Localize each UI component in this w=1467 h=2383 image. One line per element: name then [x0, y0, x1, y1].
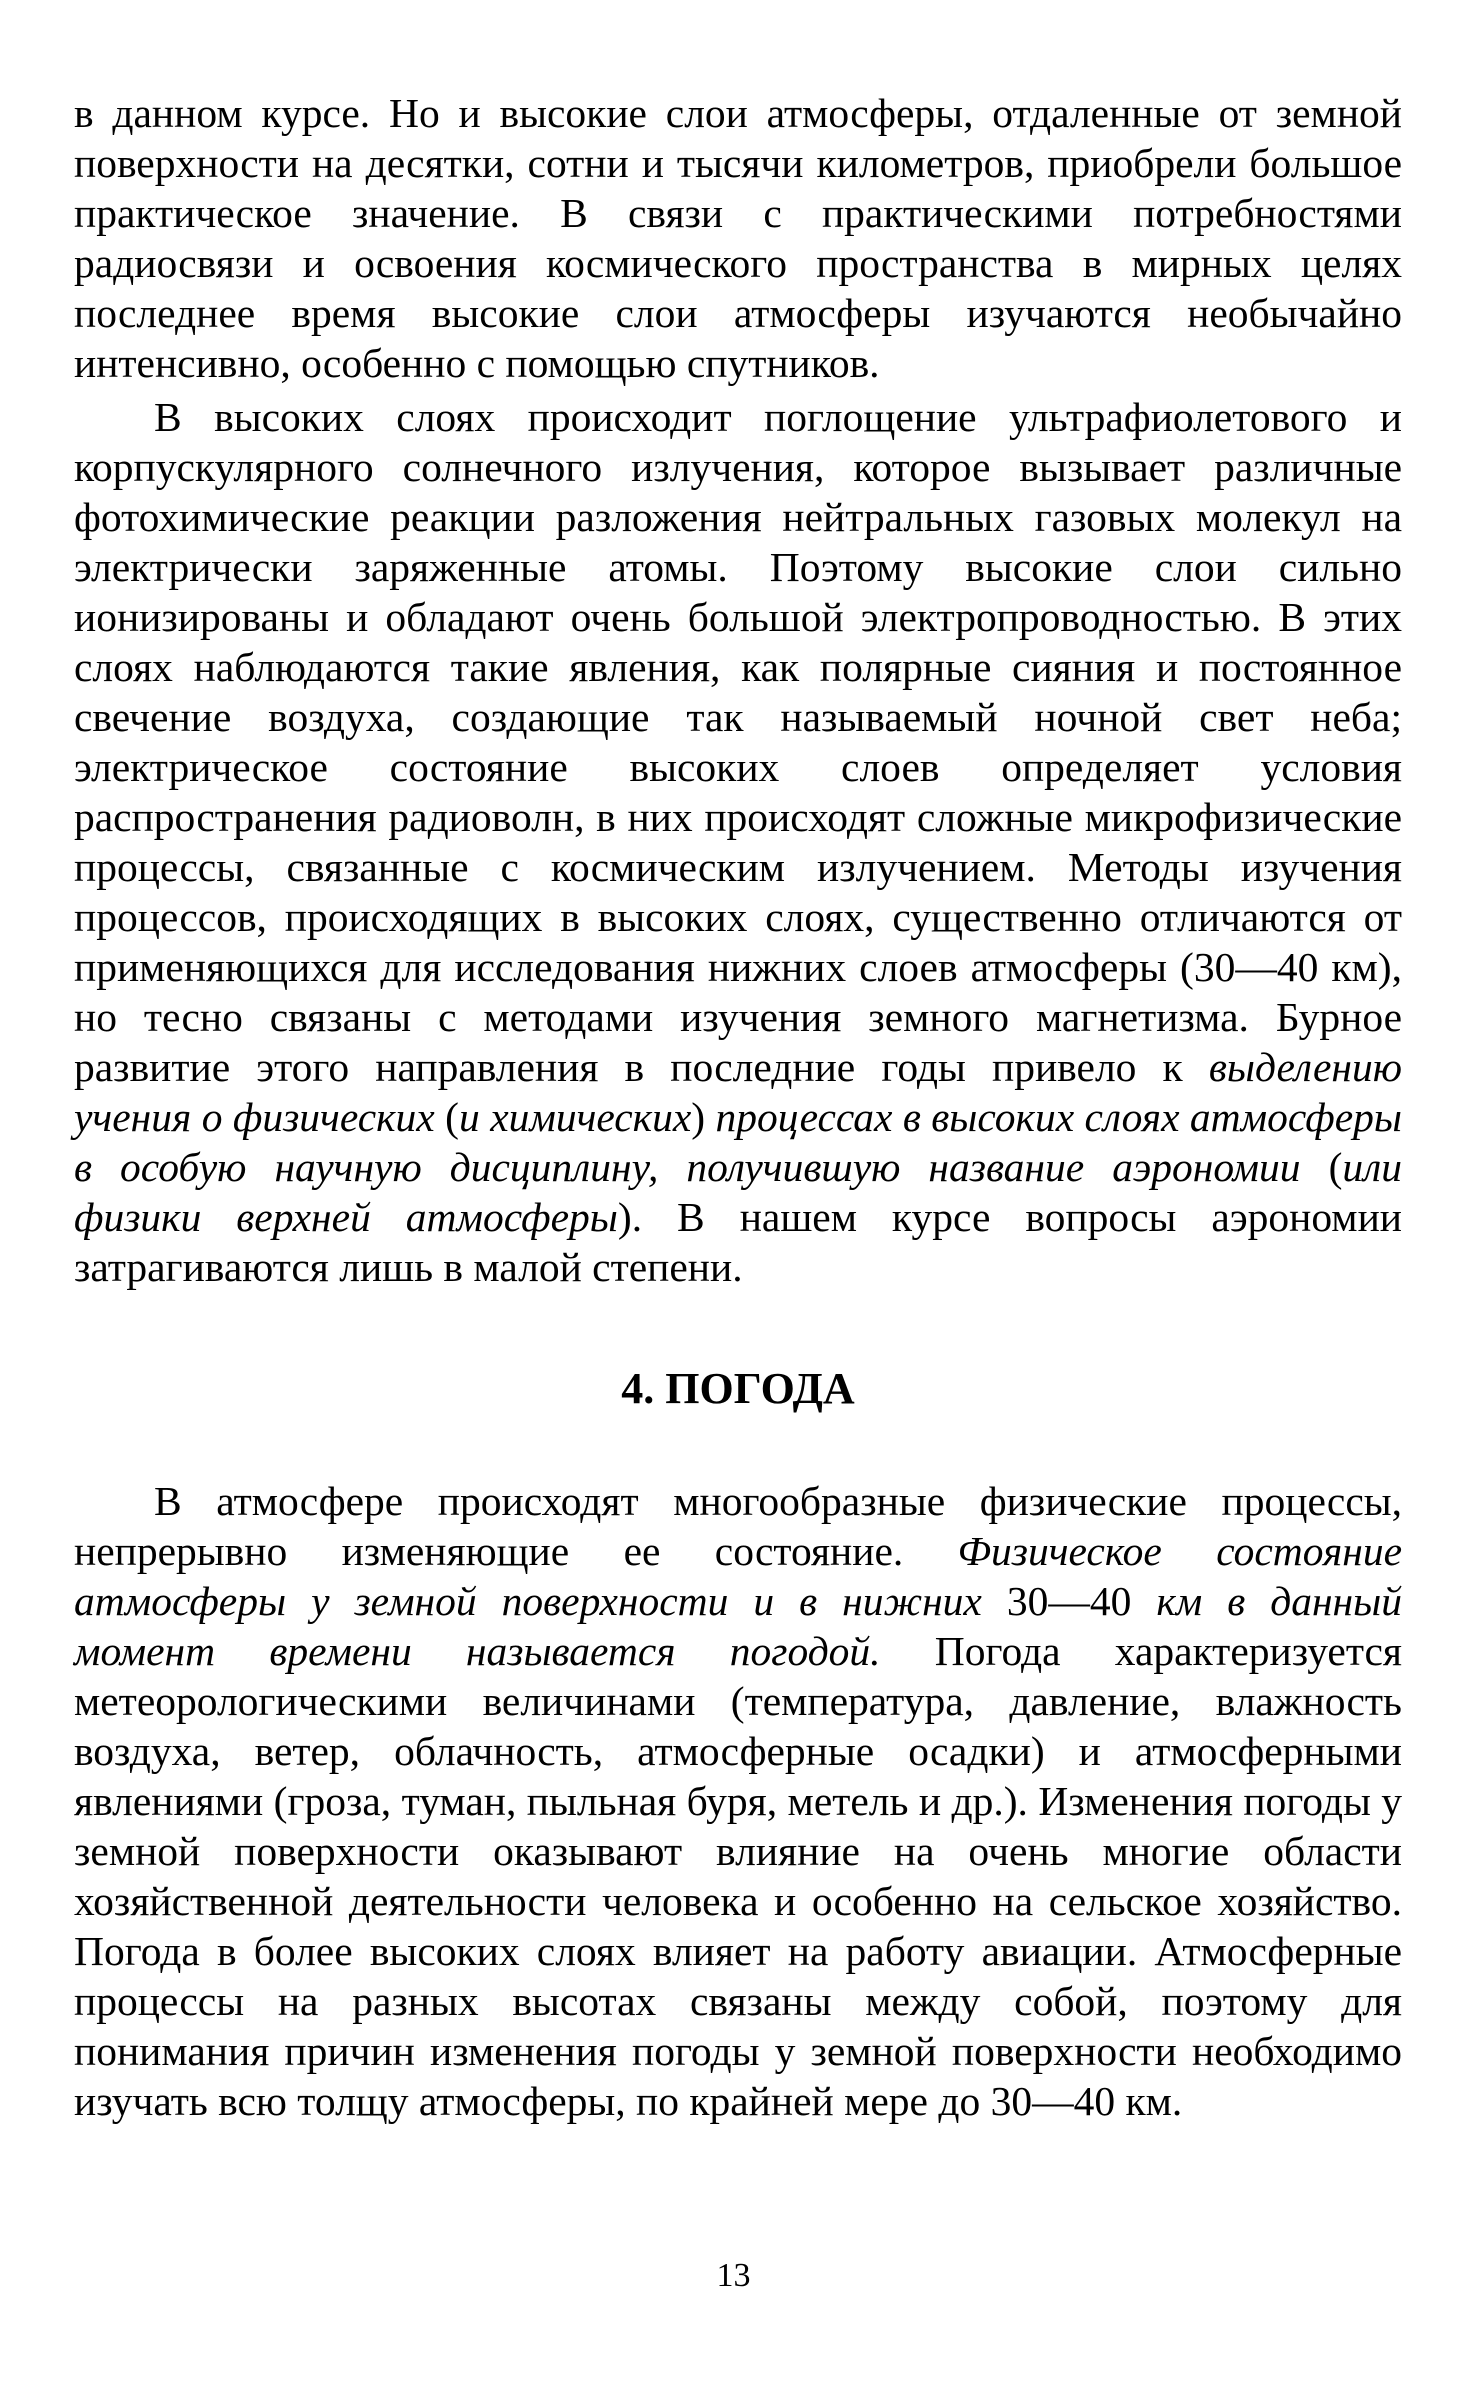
paragraph-3-text-end: Погода характеризуется метеорологическими величинами (температура, давление, влажность воздуха, ветер, облачность, атмосферные осадки) и атмосферными явлениями (гроза, туман, пыльная буря, метель и др.). Изменения погоды у земной поверхности оказывают влияние на очень многие области хозяйственной деятельности человека и особенно на сельское хозяйство. Погода в более высоких слоях влияет на работу авиации. Атмосферные процессы на разных высотах связаны между собой, поэтому для понимания причин изменения погоды у земной поверхности необходимо изучать всю толщу атмосферы, по крайней мере до 30—40 км.: [74, 1628, 1402, 2124]
paragraph-2-italic-2: и химических: [459, 1094, 692, 1140]
paragraph-1-text: в данном курсе. Но и высокие слои атмосферы, отдаленные от земной поверхности на десятки, сотни и тысячи километров, приобрели большое практическое значение. В связи с практическими потребностями радиосвязи и освоения космического пространства в мирных целях последнее время высокие слои атмосферы изучаются необычайно интенсивно, особенно с помощью спутников.: [74, 90, 1402, 386]
paragraph-2-paren-open: (: [445, 1094, 459, 1140]
paragraph-2-italic-1: выделению учения о физических: [74, 1044, 1402, 1140]
paragraph-3-italic-1: Физическое состояние атмосферы у земной поверхности и в нижних: [74, 1528, 1402, 1624]
page-body: [74, 88, 1402, 2126]
paragraph-3-numeral: 30—40: [1006, 1578, 1132, 1624]
paragraph-2-text-end: . В нашем курсе вопросы аэрономии затрагиваются лишь в малой степени.: [74, 1194, 1402, 1290]
paragraph-continuation: [74, 88, 1402, 388]
paragraph-weather: [74, 1476, 1402, 2126]
paragraph-2-italic-3: процессах в высоких слоях атмосферы в особую научную дисциплину, получившую название аэрономии: [74, 1094, 1403, 1190]
paragraph-2-paren-open-2: (: [1328, 1144, 1343, 1190]
paragraph-3-text-start: В атмосфере происходят многообразные физические процессы, непрерывно изменяющие ее состояние.: [74, 1478, 1402, 1574]
paragraph-2-italic-4: или физики верхней атмосферы: [74, 1144, 1402, 1240]
page-number: 13: [716, 2257, 751, 2294]
paragraph-2-paren-close-2: ): [617, 1194, 632, 1240]
paragraph-2-text-start: В высоких слоях происходит поглощение ультрафиолетового и корпускулярного солнечного излучения, которое вызывает различные фотохимические реакции разложения нейтральных газовых молекул на электрически заряженные атомы. Поэтому высокие слои сильно ионизированы и обладают очень большой электропроводностью. В этих слоях наблюдаются такие явления, как полярные сияния и постоянное свечение воздуха, создающие так называемый ночной свет неба; электрическое состояние высоких слоев определяет условия распространения радиоволн, в них происходят сложные микрофизические процессы, связанные с космическим излучением. Методы изучения процессов, происходящих в высоких слоях, существенно отличаются от применяющихся для исследования нижних слоев атмосферы (30—40 км), но тесно связаны с методами изучения земного магнетизма. Бурное развитие этого направления в последние годы привело к: [74, 394, 1402, 1090]
paragraph-3-italic-2: км в данный момент времени называется погодой.: [74, 1578, 1402, 1674]
section-heading: 4. ПОГОДА: [621, 1364, 855, 1413]
paragraph-2-paren-close: ): [691, 1094, 706, 1140]
paragraph-high-layers: [74, 392, 1402, 1292]
